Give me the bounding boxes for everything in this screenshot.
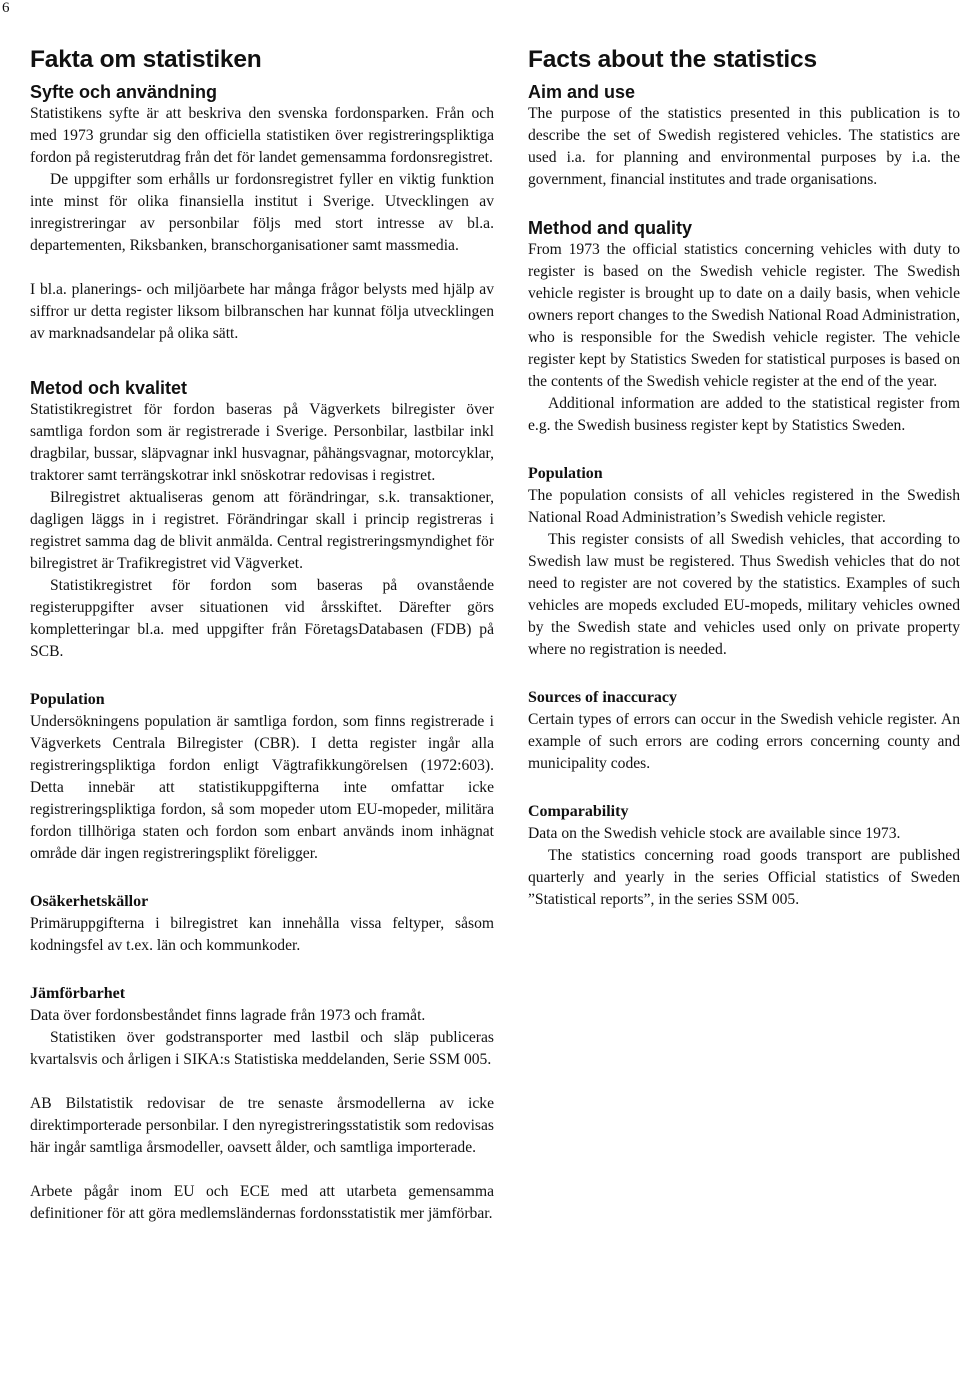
page-number: 6: [2, 0, 10, 16]
english-errors-paragraph: Certain types of errors can occur in the Swedish vehicle register. An example of such errors are coding errors concerning county and municipality codes.: [528, 711, 960, 772]
swedish-errors-heading: Osäkerhetskällor: [30, 893, 149, 910]
english-column: [528, 44, 960, 911]
english-population-heading: Population: [528, 465, 603, 482]
swedish-comparability-paragraph-1: Data över fordonsbeståndet finns lagrade från 1973 och framåt.: [30, 1007, 426, 1024]
english-comparability-heading: Comparability: [528, 803, 629, 820]
english-comparability-paragraph-1: Data on the Swedish vehicle stock are available since 1973.: [528, 825, 901, 842]
english-use-heading: Aim and use: [528, 82, 636, 102]
swedish-comparability-heading: Jämförbarhet: [30, 985, 126, 1002]
swedish-use-paragraph-1: Statistikens syfte är att beskriva den svenska fordonsparken. Från och med 1973 grundar sig den officiella statistiken över registreringspliktiga fordon på registerutdrag från det för landet gemensamma fordonsregistret.: [30, 105, 494, 166]
swedish-method-heading: Metod och kvalitet: [30, 378, 188, 398]
english-title: Facts about the statistics: [528, 46, 817, 73]
swedish-use-paragraph-2: De uppgifter som erhålls ur fordonsregistret fyller en viktig funktion inte minst för olika finansiella institut i Sverige. Utvecklingen av inregistreringar av personbilar följs med stort intresse av bl.a. departementen, Riksbanken, branschorganisationer samt massmedia.: [30, 171, 494, 254]
english-comparability-paragraph-2: The statistics concerning road goods transport are published quarterly and yearly in the series Official statistics of Sweden ”Statistical reports”, in the series SSM 005.: [528, 847, 960, 908]
english-errors-heading: Sources of inaccuracy: [528, 689, 678, 706]
swedish-comparability-paragraph-4: Arbete pågår inom EU och ECE med att utarbeta gemensamma definitioner för att göra medlemsländernas fordonsstatistik mer jämförbar.: [30, 1183, 494, 1222]
english-population-paragraph-1: The population consists of all vehicles registered in the Swedish National Road Administration’s Swedish vehicle register.: [528, 487, 960, 526]
swedish-column: [30, 44, 494, 1225]
english-population-paragraph-2: This register consists of all Swedish vehicles, that according to Swedish law must be registered. Thus Swedish vehicles that do not need to register are not covered by the statistics. Examples of such vehicles are mopeds excluded EU-mopeds, military vehicles owned by the Swedish state and vehicles used only on private property where no registration is needed.: [528, 531, 960, 658]
swedish-comparability-paragraph-3: AB Bilstatistik redovisar de tre senaste årsmodellerna av icke direktimporterade personbilar. I den nyregistreringsstatistik som redovisas här ingår samtliga årsmodeller, oavsett ålder, och samtliga importerade.: [30, 1095, 494, 1156]
english-method-paragraph-1: From 1973 the official statistics concerning vehicles with duty to register is based on the Swedish vehicle register. The Swedish vehicle register is brought up to date on a daily basis, when vehicle owners report changes to the Swedish National Road Administration, who is responsible for the Swedish vehicle register. The vehicle register kept by Statistics Sweden for statistical purposes is based on the contents of the Swedish vehicle register at the end of the year.: [528, 241, 960, 390]
swedish-use-paragraph-3: I bl.a. planerings- och miljöarbete har många frågor belysts med hjälp av siffror ur detta register liksom bilbranschen har kunnat följa utvecklingen av marknadsandelar på olika sätt.: [30, 281, 494, 342]
swedish-method-paragraph-1: Statistikregistret för fordon baseras på Vägverkets bilregister över samtliga fordon som är registrerade i Sverige. Personbilar, lastbilar inkl dragbilar, bussar, släpvagnar inkl husvagnar, påhängsvagnar, motorcyklar, traktorer samt terrängskotrar inkl snöskotrar redovisas i registret.: [30, 401, 494, 484]
swedish-method-paragraph-2: Bilregistret aktualiseras genom att förändringar, s.k. transaktioner, dagligen läggs in i registret. Förändringar skall i princip registreras i registret samma dag de blivit anmälda. Central registreringsmyndighet för bilregistret är Trafikregistret vid Vägverket.: [30, 489, 494, 572]
english-method-paragraph-2: Additional information are added to the statistical register from e.g. the Swedish business register kept by Statistics Sweden.: [528, 395, 960, 434]
english-use-paragraph: The purpose of the statistics presented in this publication is to describe the set of Swedish registered vehicles. The statistics are used i.a. for planning and environmental purposes by i.a. the government, financial institutes and trade organisations.: [528, 105, 960, 188]
swedish-errors-paragraph: Primäruppgifterna i bilregistret kan innehålla vissa feltyper, såsom kodningsfel av t.ex. län och kommunkoder.: [30, 915, 494, 954]
swedish-comparability-paragraph-2: Statistiken över godstransporter med lastbil och släp publiceras kvartalsvis och årligen i SIKA:s Statistiska meddelanden, Serie SSM 005.: [30, 1029, 494, 1068]
swedish-population-paragraph: Undersökningens population är samtliga fordon, som finns registrerade i Vägverkets Centrala Bilregister (CBR). I detta register ingår alla registreringspliktiga fordon enligt Vägtrafikkungörelsen (1972:603). Detta innebär att statistikuppgifterna inte omfattar icke registreringspliktiga fordon, så som mopeder utom EU-mopeder, militära fordon tillhöriga staten och fordon som enbart används inom inhägnat område där ingen registreringsplikt föreligger.: [30, 713, 494, 862]
swedish-use-heading: Syfte och användning: [30, 82, 218, 102]
english-method-heading: Method and quality: [528, 218, 692, 238]
swedish-population-heading: Population: [30, 691, 105, 708]
swedish-method-paragraph-3: Statistikregistret för fordon som baseras på ovanstående registeruppgifter avser situationen vid årsskiftet. Därefter görs kompletteringar bl.a. med uppgifter från FöretagsDatabasen (FDB) på SCB.: [30, 577, 494, 660]
swedish-title: Fakta om statistiken: [30, 46, 262, 73]
